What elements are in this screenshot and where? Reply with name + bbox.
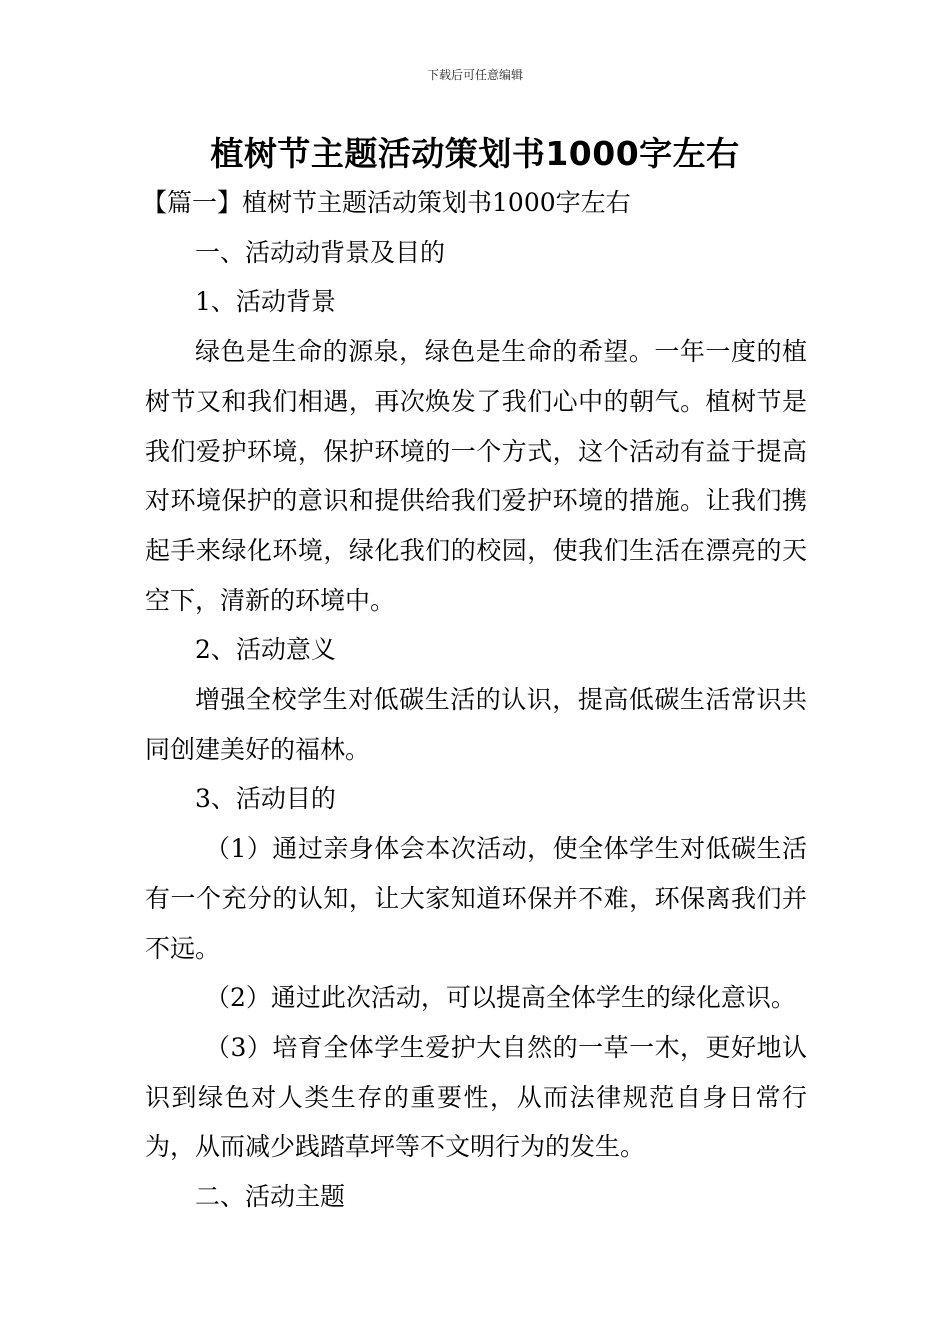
list-item-purpose-1: （1）通过亲身体会本次活动，使全体学生对低碳生活有一个充分的认知，让大家知道环保并不难，环保离我们并不远。 [145, 834, 807, 963]
paragraph-significance: 增强全校学生对低碳生活的认识，提高低碳生活常识共同创建美好的福林。 [145, 685, 807, 764]
subheading-significance: 2、活动意义 [195, 635, 336, 665]
heading-theme: 二、活动主题 [195, 1182, 346, 1212]
list-item-purpose-2: （2）通过此次活动，可以提高全体学生的绿化意识。 [205, 983, 796, 1013]
subheading-purpose: 3、活动目的 [195, 784, 336, 814]
document-body [142, 178, 807, 1222]
list-item-purpose-3: （3）培育全体学生爱护大自然的一草一木，更好地认识到绿色对人类生存的重要性，从而法律规范自身日常行为，从而减少践踏草坪等不文明行为的发生。 [145, 1032, 807, 1162]
paragraph-background: 绿色是生命的源泉，绿色是生命的希望。一年一度的植树节又和我们相遇，再次焕发了我们心中的朝气。植树节是我们爱护环境，保护环境的一个方式，这个活动有益于提高对环境保护的意识和提供给我们爱护环境的措施。让我们携起手来绿化环境，绿化我们的校园，使我们生活在漂亮的天空下，清新的环境中。 [145, 337, 807, 615]
document-title: 植树节主题活动策划书1000字左右 [210, 134, 740, 173]
section-heading: 【篇一】植树节主题活动策划书1000字左右 [142, 188, 631, 217]
heading-background-purpose: 一、活动动背景及目的 [195, 237, 446, 267]
subheading-background: 1、活动背景 [195, 287, 336, 317]
header-note: 下载后可任意编辑 [426, 68, 523, 82]
